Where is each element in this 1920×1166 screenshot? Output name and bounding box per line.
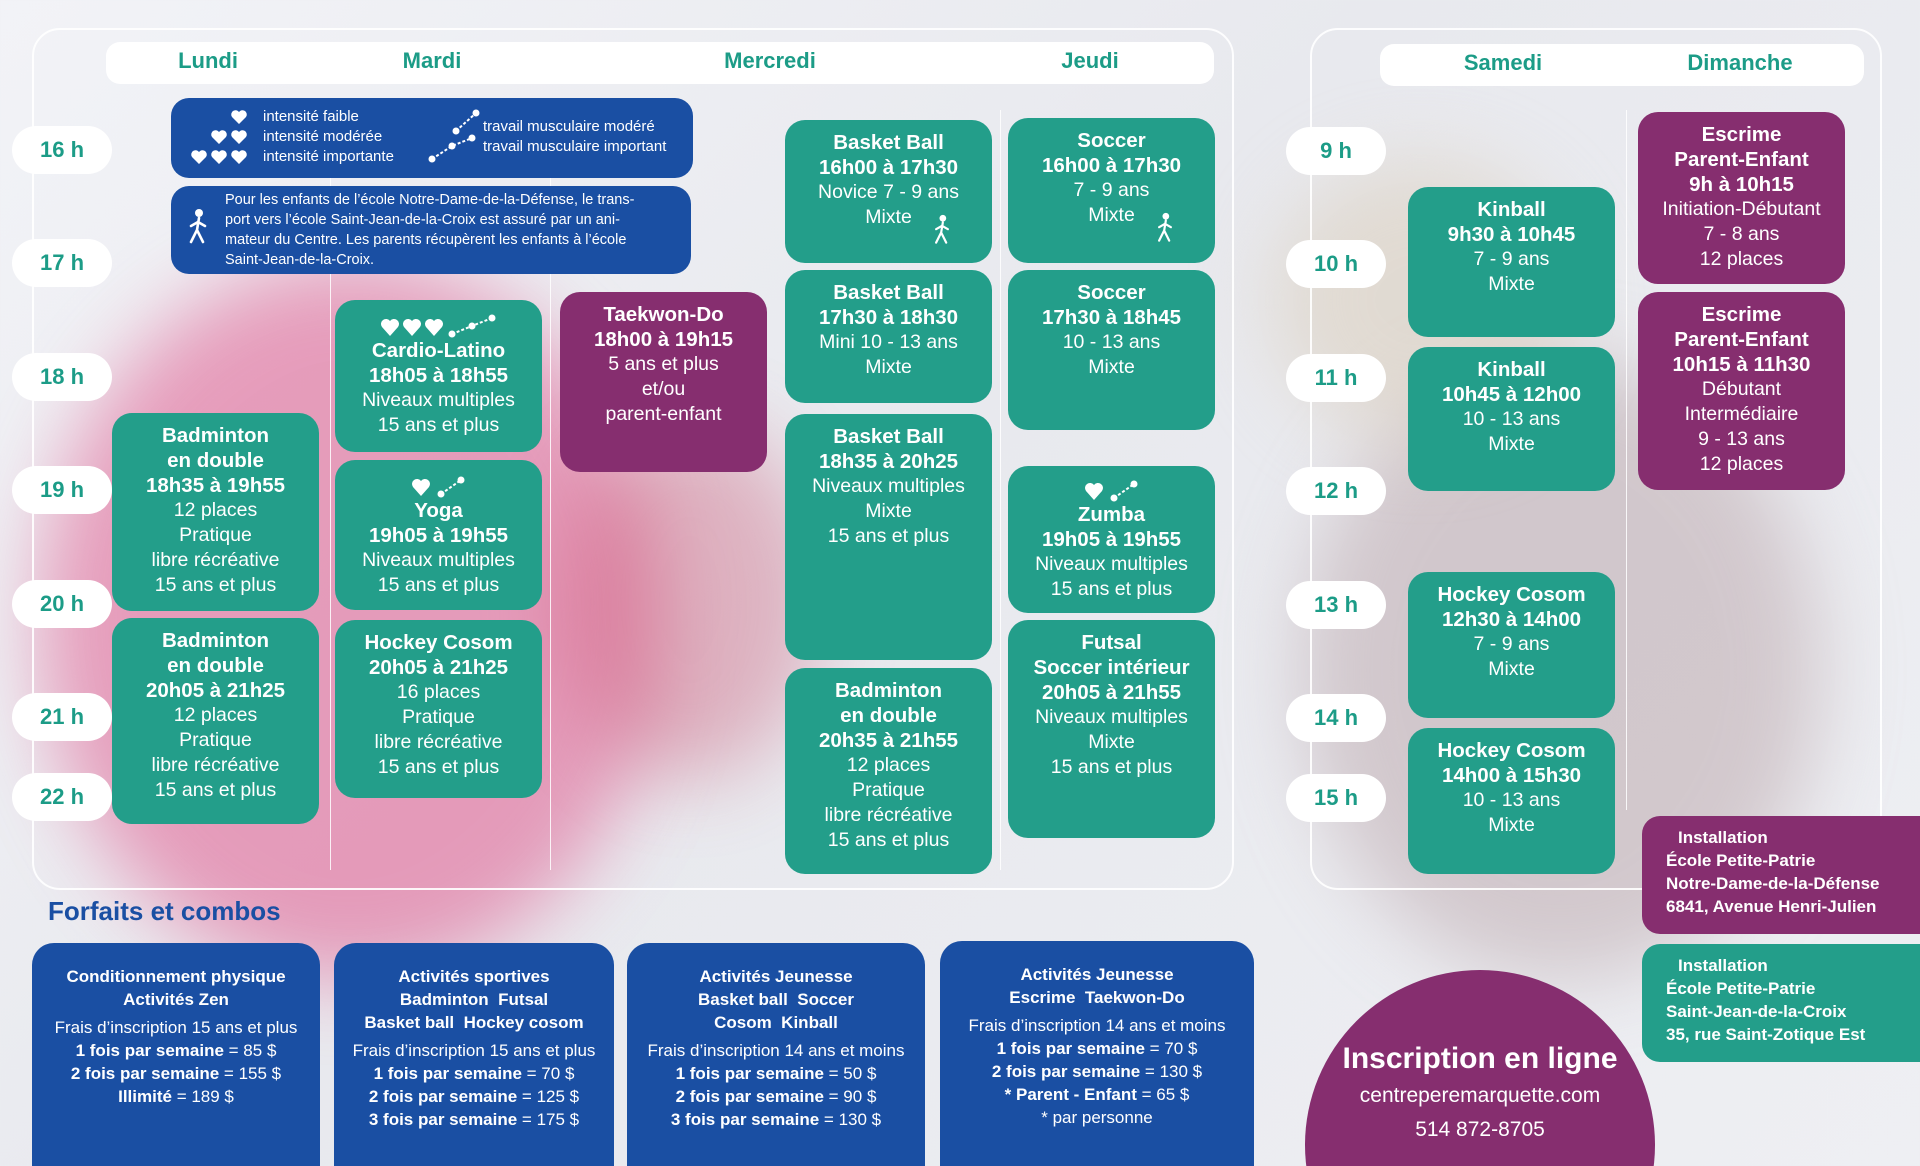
- install-label: Installation: [1678, 828, 1768, 847]
- activity-card-kinball[interactable]: [1408, 347, 1615, 491]
- day-mercredi: Mercredi: [724, 48, 816, 73]
- install-label: Installation: [1678, 956, 1768, 975]
- card-line: libre récréative: [374, 731, 503, 753]
- pack-row-label: 1 fois par semaine: [996, 1039, 1145, 1058]
- card-title: Badminton: [834, 679, 943, 702]
- card-line: Mixte: [1488, 433, 1535, 455]
- pack-title: Escrime Taekwon-Do: [1009, 988, 1185, 1007]
- card-title: Cardio-Latino: [371, 339, 506, 362]
- card-line: 10 - 13 ans: [1462, 789, 1561, 811]
- card-time: 17h30 à 18h45: [1041, 306, 1182, 329]
- pack-row-price: = 50 $: [823, 1064, 877, 1083]
- card-time: 20h05 à 21h25: [368, 656, 509, 679]
- card-title: Soccer: [1077, 129, 1146, 152]
- pack-title: Activités Jeunesse: [699, 967, 853, 986]
- muscle-important-icon: [427, 134, 477, 164]
- card-title: Soccer: [1077, 281, 1146, 304]
- walking-person-icon: [1154, 212, 1176, 244]
- card-line: 7 - 9 ans: [1073, 179, 1150, 201]
- card-line: 12 places: [1699, 248, 1784, 270]
- card-title: Futsal: [1081, 631, 1142, 654]
- intensity-icons: [380, 314, 498, 338]
- card-time: 18h35 à 20h25: [818, 450, 959, 473]
- installation-saint-jean: [1642, 944, 1920, 1062]
- legend-muscle-important: travail musculaire important: [483, 138, 667, 155]
- pack-note: * par personne: [1041, 1108, 1153, 1127]
- card-line: 9 - 13 ans: [1698, 428, 1785, 450]
- walking-person-icon: [185, 208, 211, 246]
- card-line: Mixte: [1488, 273, 1535, 295]
- card-line: Mixte: [865, 356, 912, 378]
- card-line: 15 ans et plus: [1050, 578, 1173, 600]
- day-jeudi: Jeudi: [1061, 48, 1119, 73]
- card-title: Yoga: [414, 499, 463, 522]
- hour-label: 20 h: [12, 580, 112, 628]
- card-title: Basket Ball: [833, 281, 944, 304]
- pack-title: Basket ball Soccer: [698, 990, 854, 1009]
- card-title: Taekwon-Do: [603, 303, 724, 326]
- pack-jeunesse-escrime: [940, 941, 1254, 1166]
- activity-card-futsal[interactable]: [1008, 620, 1215, 838]
- hour-label: 13 h: [1286, 581, 1386, 629]
- card-line: Pratique: [179, 729, 252, 751]
- card-line: Pratique: [179, 524, 252, 546]
- intensity-icons: [411, 474, 467, 498]
- card-line: 7 - 9 ans: [1473, 248, 1550, 270]
- pack-row-price: = 130 $: [819, 1110, 882, 1129]
- hour-label: 22 h: [12, 773, 112, 821]
- pack-title: Badminton Futsal: [399, 990, 549, 1009]
- card-title: Badminton: [161, 629, 270, 652]
- card-line: Pratique: [402, 706, 475, 728]
- inscription-badge[interactable]: [1305, 970, 1655, 1166]
- card-line: Mini 10 - 13 ans: [819, 331, 958, 353]
- pack-row-price: = 65 $: [1136, 1085, 1190, 1104]
- card-title: Kinball: [1477, 358, 1546, 381]
- card-title: Zumba: [1077, 503, 1146, 526]
- pack-row-price: = 70 $: [1144, 1039, 1198, 1058]
- card-line: 15 ans et plus: [154, 574, 277, 596]
- hour-label: 10 h: [1286, 240, 1386, 288]
- card-line: 15 ans et plus: [377, 414, 500, 436]
- day-mardi: Mardi: [402, 48, 462, 73]
- activity-card-hockey-cosom[interactable]: [1408, 728, 1615, 874]
- card-line: 12 places: [846, 754, 931, 776]
- card-title: en double: [840, 704, 937, 727]
- card-time: 20h05 à 21h55: [1041, 681, 1182, 704]
- pack-fee: Frais d’inscription 15 ans et plus: [54, 1018, 298, 1037]
- card-title: Kinball: [1477, 198, 1546, 221]
- hour-label: 15 h: [1286, 774, 1386, 822]
- card-line: Niveaux multiples: [1035, 706, 1188, 728]
- pack-row-price: = 175 $: [517, 1110, 580, 1129]
- legend-intensity-high: intensité importante: [263, 148, 394, 165]
- card-title: Hockey Cosom: [364, 631, 513, 654]
- inscription-phone[interactable]: 514 872-8705: [1415, 1118, 1545, 1141]
- card-title: Basket Ball: [833, 425, 944, 448]
- install-school: École Petite-Patrie: [1666, 851, 1816, 870]
- pack-row-price: = 155 $: [219, 1064, 282, 1083]
- pack-fee: Frais d’inscription 14 ans et moins: [647, 1041, 905, 1060]
- card-line: Niveaux multiples: [362, 549, 515, 571]
- card-line: Mixte: [865, 206, 912, 228]
- card-line: Intermédiaire: [1684, 403, 1799, 425]
- card-time: 10h45 à 12h00: [1441, 383, 1582, 406]
- day-lundi: Lundi: [178, 48, 238, 73]
- card-line: 5 ans et plus: [608, 353, 719, 375]
- note-line: Saint-Jean-de-la-Croix.: [225, 252, 375, 268]
- card-line: 15 ans et plus: [377, 756, 500, 778]
- card-time: 16h00 à 17h30: [818, 156, 959, 179]
- card-title: Escrime: [1701, 123, 1782, 146]
- pack-row-label: 2 fois par semaine: [70, 1064, 220, 1083]
- intensity-legend: [171, 98, 693, 178]
- card-line: 12 places: [173, 499, 258, 521]
- muscle-moderate-icon: [451, 108, 481, 136]
- card-title: Basket Ball: [833, 131, 944, 154]
- hour-label: 19 h: [12, 466, 112, 514]
- pack-row-price: = 70 $: [521, 1064, 575, 1083]
- heart-icon: [211, 130, 247, 144]
- note-line: mateur du Centre. Les parents récupèrent les enfants à l’école: [225, 232, 627, 248]
- activity-card-basket-ball[interactable]: [785, 120, 992, 263]
- pack-row-label: Illimité: [118, 1087, 172, 1106]
- card-line: Niveaux multiples: [812, 475, 965, 497]
- forfaits-title: Forfaits et combos: [48, 896, 281, 926]
- card-line: 7 - 8 ans: [1703, 223, 1780, 245]
- activity-card-soccer[interactable]: [1008, 270, 1215, 430]
- legend-muscle-moderate: travail musculaire modéré: [483, 118, 655, 135]
- card-time: 10h15 à 11h30: [1672, 353, 1811, 376]
- pack-conditionnement: [32, 943, 320, 1166]
- activity-card-badminton[interactable]: [112, 618, 319, 824]
- inscription-url[interactable]: centreperemarquette.com: [1359, 1084, 1601, 1107]
- card-time: 12h30 à 14h00: [1441, 608, 1582, 631]
- card-line: Novice 7 - 9 ans: [818, 181, 959, 203]
- pack-row-label: 2 fois par semaine: [368, 1087, 518, 1106]
- hour-label: 9 h: [1286, 127, 1386, 175]
- install-address: 6841, Avenue Henri-Julien: [1666, 897, 1877, 916]
- hour-label: 16 h: [12, 126, 112, 174]
- legend-intensity-mid: intensité modérée: [263, 128, 383, 145]
- card-line: Mixte: [1088, 204, 1135, 226]
- card-time: 19h05 à 19h55: [368, 524, 509, 547]
- card-line: 15 ans et plus: [154, 779, 277, 801]
- pack-row-price: = 130 $: [1140, 1062, 1203, 1081]
- pack-row-label: * Parent - Enfant: [1004, 1085, 1137, 1104]
- card-line: Mixte: [1088, 731, 1135, 753]
- pack-fee: Frais d’inscription 14 ans et moins: [968, 1016, 1226, 1035]
- card-line: libre récréative: [824, 804, 953, 826]
- card-line: 15 ans et plus: [1050, 756, 1173, 778]
- card-line: Niveaux multiples: [362, 389, 515, 411]
- card-line: libre récréative: [151, 754, 280, 776]
- note-line: Pour les enfants de l’école Notre-Dame-de-la-Défense, le trans-: [225, 192, 635, 208]
- card-line: 7 - 9 ans: [1473, 633, 1550, 655]
- activity-card-kinball[interactable]: [1408, 187, 1615, 337]
- card-line: Mixte: [1488, 814, 1535, 836]
- note-line: port vers l’école Saint-Jean-de-la-Croix est assuré par un ani-: [225, 212, 620, 228]
- card-title: Soccer intérieur: [1033, 656, 1190, 679]
- hour-label: 21 h: [12, 693, 112, 741]
- column-divider: [1626, 110, 1627, 810]
- card-line: 15 ans et plus: [377, 574, 500, 596]
- card-line: Mixte: [865, 500, 912, 522]
- activity-card-taekwon-do[interactable]: [560, 292, 767, 472]
- card-line: 10 - 13 ans: [1462, 408, 1561, 430]
- pack-row-price: = 125 $: [517, 1087, 580, 1106]
- pack-row-label: 3 fois par semaine: [368, 1110, 518, 1129]
- card-time: 18h00 à 19h15: [593, 328, 734, 351]
- card-title: Hockey Cosom: [1437, 583, 1586, 606]
- pack-title: Basket ball Hockey cosom: [364, 1013, 584, 1032]
- pack-title: Activités sportives: [398, 967, 550, 986]
- card-line: 12 places: [1699, 453, 1784, 475]
- activity-card-basket-ball[interactable]: [785, 270, 992, 403]
- pack-title: Cosom Kinball: [714, 1013, 838, 1032]
- card-line: 16 places: [396, 681, 481, 703]
- pack-row-price: = 90 $: [823, 1087, 877, 1106]
- install-school: École Petite-Patrie: [1666, 979, 1816, 998]
- pack-row-price: = 85 $: [223, 1041, 277, 1060]
- pack-title: Activités Jeunesse: [1020, 965, 1174, 984]
- card-line: 15 ans et plus: [827, 829, 950, 851]
- card-title: en double: [167, 654, 264, 677]
- card-line: Pratique: [852, 779, 925, 801]
- install-site: Notre-Dame-de-la-Défense: [1666, 874, 1880, 893]
- column-divider: [1000, 110, 1001, 870]
- card-line: Débutant: [1701, 378, 1782, 400]
- card-time: 18h05 à 18h55: [368, 364, 509, 387]
- card-time: 20h35 à 21h55: [818, 729, 959, 752]
- pack-title: Activités Zen: [123, 990, 229, 1009]
- activity-card-hockey-cosom[interactable]: [1408, 572, 1615, 718]
- card-time: 18h35 à 19h55: [145, 474, 286, 497]
- card-title: Parent-Enfant: [1674, 148, 1809, 171]
- activity-card-hockey-cosom[interactable]: [335, 620, 542, 798]
- heart-icon: [231, 110, 247, 124]
- card-line: 15 ans et plus: [827, 525, 950, 547]
- hour-label: 17 h: [12, 239, 112, 287]
- pack-row-label: 1 fois par semaine: [75, 1041, 224, 1060]
- card-line: 10 - 13 ans: [1062, 331, 1161, 353]
- activity-card-soccer[interactable]: [1008, 118, 1215, 263]
- card-time: 16h00 à 17h30: [1041, 154, 1182, 177]
- activity-card-basket-ball[interactable]: [785, 414, 992, 660]
- pack-activites-sportives: [334, 943, 614, 1166]
- pack-row-label: 3 fois par semaine: [670, 1110, 820, 1129]
- pack-title: Conditionnement physique: [66, 967, 286, 986]
- hour-label: 14 h: [1286, 694, 1386, 742]
- card-line: libre récréative: [151, 549, 280, 571]
- install-site: Saint-Jean-de-la-Croix: [1666, 1002, 1847, 1021]
- card-time: 19h05 à 19h55: [1041, 528, 1182, 551]
- card-title: Parent-Enfant: [1674, 328, 1809, 351]
- activity-card-badminton[interactable]: [785, 668, 992, 874]
- card-line: Mixte: [1488, 658, 1535, 680]
- card-time: 20h05 à 21h25: [145, 679, 286, 702]
- inscription-title: Inscription en ligne: [1342, 1042, 1618, 1075]
- activity-card-escrime[interactable]: [1638, 292, 1845, 490]
- intensity-icons: [1084, 478, 1140, 502]
- hour-label: 11 h: [1286, 354, 1386, 402]
- walking-person-icon: [931, 214, 953, 246]
- activity-card-cardio-latino[interactable]: [335, 300, 542, 452]
- pack-row-label: 2 fois par semaine: [675, 1087, 824, 1106]
- card-line: Niveaux multiples: [1035, 553, 1188, 575]
- activity-card-escrime[interactable]: [1638, 112, 1845, 284]
- installation-notre-dame: [1642, 816, 1920, 934]
- card-title: Escrime: [1701, 303, 1782, 326]
- day-samedi: Samedi: [1463, 50, 1543, 75]
- pack-fee: Frais d’inscription 15 ans et plus: [352, 1041, 596, 1060]
- activity-card-yoga[interactable]: [335, 460, 542, 610]
- card-time: 9h30 à 10h45: [1447, 223, 1576, 246]
- card-line: 12 places: [173, 704, 258, 726]
- card-time: 17h30 à 18h30: [818, 306, 959, 329]
- card-line: Mixte: [1088, 356, 1135, 378]
- pack-row-price: = 189 $: [171, 1087, 234, 1106]
- day-dimanche: Dimanche: [1687, 50, 1793, 75]
- card-time: 14h00 à 15h30: [1441, 764, 1582, 787]
- hour-label: 18 h: [12, 353, 112, 401]
- activity-card-zumba[interactable]: [1008, 466, 1215, 613]
- card-title: en double: [167, 449, 264, 472]
- transport-note: [171, 186, 691, 274]
- card-title: Badminton: [161, 424, 270, 447]
- card-time: 9h à 10h15: [1689, 173, 1794, 196]
- pack-row-label: 1 fois par semaine: [675, 1064, 824, 1083]
- pack-activites-jeunesse: [627, 943, 925, 1166]
- hour-label: 12 h: [1286, 467, 1386, 515]
- card-title: Hockey Cosom: [1437, 739, 1586, 762]
- pack-row-label: 1 fois par semaine: [373, 1064, 522, 1083]
- install-address: 35, rue Saint-Zotique Est: [1666, 1025, 1866, 1044]
- card-line: parent-enfant: [605, 403, 722, 425]
- card-line: Initiation-Débutant: [1662, 198, 1821, 220]
- legend-intensity-low: intensité faible: [263, 108, 359, 125]
- heart-icon: [191, 150, 247, 164]
- activity-card-badminton[interactable]: [112, 413, 319, 611]
- card-line: et/ou: [641, 378, 686, 400]
- pack-row-label: 2 fois par semaine: [991, 1062, 1141, 1081]
